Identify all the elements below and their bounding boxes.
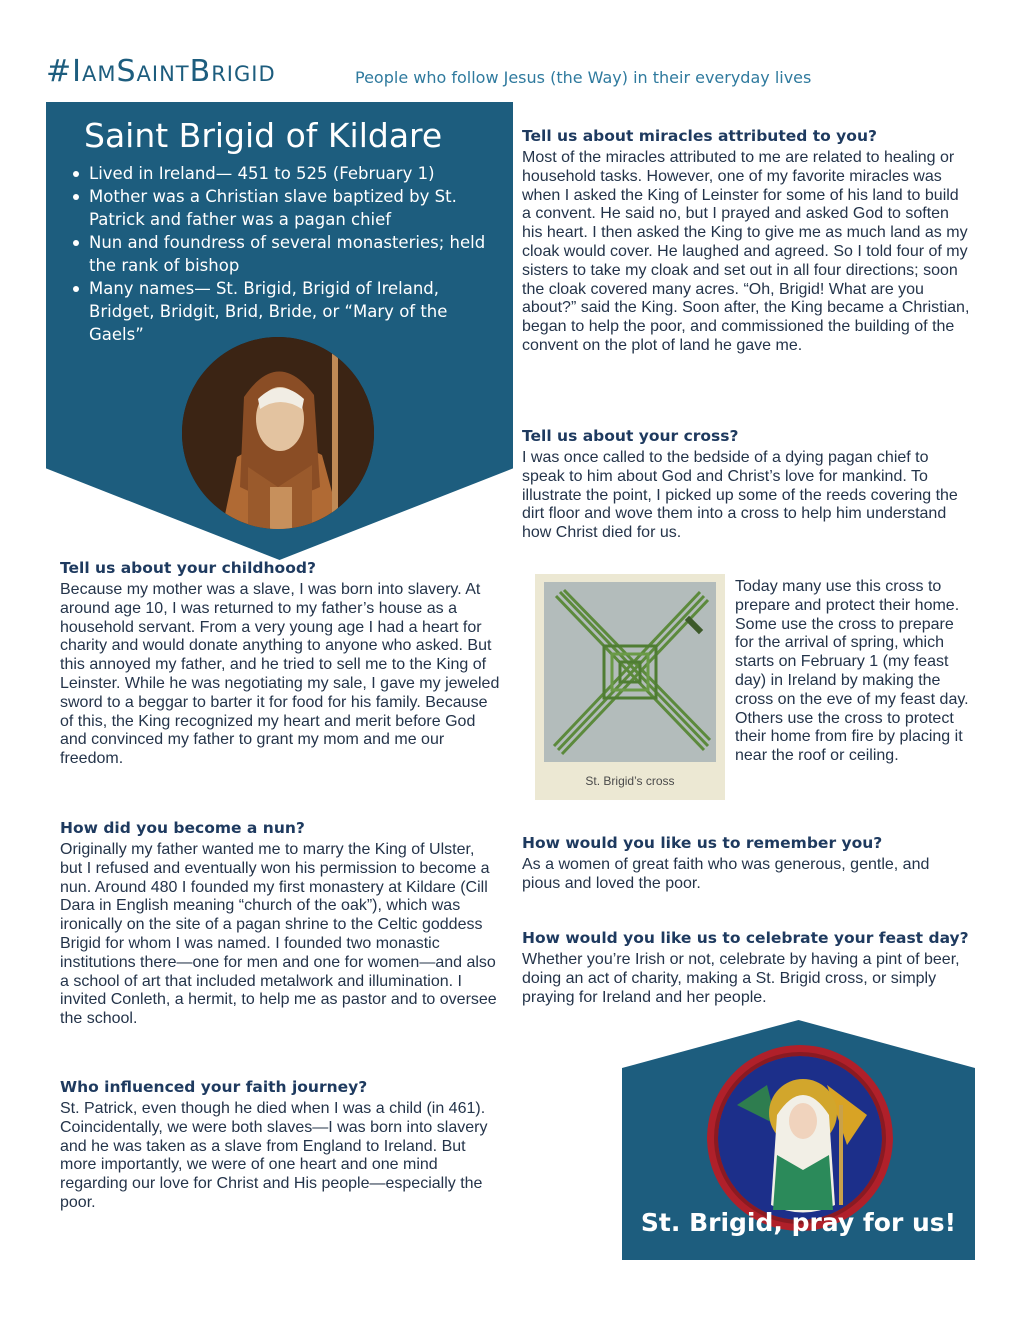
miracles-heading: Tell us about miracles attributed to you? — [522, 127, 877, 145]
stained-glass-window — [707, 1045, 893, 1231]
brigid-statue-portrait — [182, 337, 374, 529]
profile-fact: Lived in Ireland— 451 to 525 (February 1) — [70, 162, 490, 185]
remember-section — [522, 834, 970, 894]
remember-heading: How would you like us to remember you? — [522, 834, 883, 852]
remember-body: As a women of great faith who was generous, gentle, and pious and loved the poor. — [522, 856, 930, 892]
closing-prayer: St. Brigid, pray for us! — [640, 1208, 957, 1237]
statue-illustration — [182, 337, 374, 529]
cross-caption: St. Brigid’s cross — [585, 774, 675, 788]
nun-section — [60, 819, 500, 1029]
miracles-body: Most of the miracles attributed to me are related to healing or household tasks. However, one of my favorite miracles was when I asked the King of Leinster for some of his land to build a convent. He said no, but I prayed and asked God to soften his heart. I then asked the King to give me as much land as my cloak would cover. He laughed and agreed. So I told four of my sisters to take my cloak and set out in all four directions; soon the cloak covered many acres. “Oh, Brigid! What are you about?” said the King. Soon after, the King became a Christian, began to help the poor, and commissioned the building of the convent on the plot of land he gave me. — [522, 149, 970, 354]
nun-body: Originally my father wanted me to marry the King of Ulster, but I refused and eventually won his permission to become a nun. Around 480 I founded my first monastery at Kildare (Cill Dara in English meaning “church of the oak”), which was ironically on the site of a pagan shrine to the Celtic goddess Brigid for whom I was named. I founded two monastic institutions there—one for men and one for women—and also a school of art that included metalwork and illumination. I invited Conleth, a hermit, to help me as pastor and to oversee the school. — [60, 841, 497, 1028]
profile-fact: Mother was a Christian slave baptized by St. Patrick and father was a pagan chief — [70, 185, 490, 231]
hashtag-title: #IamSaintBrigid — [46, 54, 276, 89]
cross-photo — [544, 582, 716, 762]
childhood-body: Because my mother was a slave, I was born into slavery. At around age 10, I was returned to my father’s house as a household servant. From a very young age I had a heart for charity and would donate anything to anyone who asked. But this annoyed my father, and he tried to sell me to the King of Leinster. While he was negotiating my sale, I gave my jeweled sword to a beggar to barter it for food for his family. Because of this, the King recognized my heart and merit before God and convinced my father to grant my mom and me our freedom. — [60, 581, 500, 768]
nun-heading: How did you become a nun? — [60, 819, 305, 837]
cross-section — [522, 427, 970, 543]
cross-body: I was once called to the bedside of a dying pagan chief to speak to him about God and Christ’s love for mankind. To illustrate the point, I picked up some of the reeds covering the dirt floor and wove them into a cross to help him understand how Christ died for us. — [522, 449, 958, 542]
profile-fact: Nun and foundress of several monasteries; held the rank of bishop — [70, 231, 490, 277]
profile-title: Saint Brigid of Kildare — [84, 116, 443, 155]
brigid-cross-icon — [544, 582, 716, 762]
cross-today-text: Today many use this cross to prepare and protect their home. Some use the cross to prepare for the arrival of spring, which starts on February 1 (my feast day) in Ireland by making the cross on the eve of my feast day. Others use the cross to protect their home from fire by placing it near the roof or ceiling. — [735, 578, 969, 765]
profile-facts-list — [70, 162, 490, 346]
celebrate-body: Whether you’re Irish or not, celebrate by having a pint of beer, doing an act of charity, making a St. Brigid cross, or simply praying for Ireland and her people. — [522, 951, 960, 1006]
influence-section — [60, 1078, 500, 1213]
cross-photo-frame — [535, 574, 725, 800]
stained-glass-icon — [707, 1045, 893, 1231]
childhood-heading: Tell us about your childhood? — [60, 559, 316, 577]
childhood-section — [60, 559, 500, 769]
celebrate-section — [522, 929, 970, 1007]
influence-heading: Who influenced your faith journey? — [60, 1078, 368, 1096]
celebrate-heading: How would you like us to celebrate your feast day? — [522, 929, 969, 947]
tagline: People who follow Jesus (the Way) in their everyday lives — [355, 68, 812, 87]
influence-body: St. Patrick, even though he died when I was a child (in 461). Coincidentally, we were both slaves—I was born into slavery and he was taken as a slave from England to Ireland. But more importantly, we were of one heart and one mind regarding our love for Christ and His people—especially the poor. — [60, 1100, 488, 1211]
cross-heading: Tell us about your cross? — [522, 427, 739, 445]
miracles-section — [522, 127, 970, 356]
profile-fact: Many names— St. Brigid, Brigid of Ireland, Bridget, Bridgit, Brid, Bride, or “Mary of the Gaels” — [70, 277, 490, 346]
